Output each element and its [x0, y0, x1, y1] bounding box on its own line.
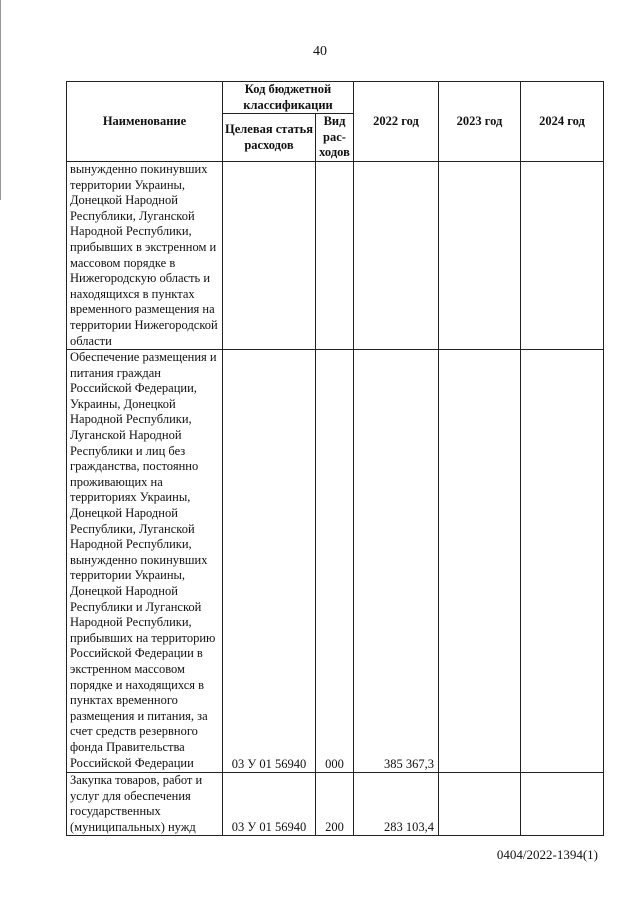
row-type — [316, 161, 354, 349]
row-2024 — [521, 350, 604, 773]
header-expense-type: Вид рас- ходов — [316, 114, 354, 162]
table-row — [67, 161, 604, 349]
row-2022: 385 367,3 — [354, 350, 439, 773]
budget-table — [66, 81, 604, 836]
row-type: 200 — [316, 773, 354, 836]
document-code: 0404/2022-1394(1) — [496, 847, 598, 862]
row-target: 03 У 01 56940 — [223, 350, 316, 773]
header-budget-code: Код бюджетной классификации — [223, 82, 354, 114]
row-name: вынужденно покинувших территории Украины, Донецкой Народной Республики, Луганской Народной Республики, прибывших в экстренном и массовом порядке в Нижегородскую область и находящихся в пунктах временного размещения на территории Нижегородской области — [67, 161, 223, 349]
row-type: 000 — [316, 350, 354, 773]
header-2024: 2024 год — [521, 82, 604, 162]
page-number: 40 — [313, 44, 327, 59]
row-name: Закупка товаров, работ и услуг для обеспечения государственных (муниципальных) нужд — [67, 773, 223, 836]
row-2022: 283 103,4 — [354, 773, 439, 836]
row-2023 — [439, 350, 521, 773]
row-2024 — [521, 773, 604, 836]
header-name: Наименование — [67, 82, 223, 162]
page-edge-line — [0, 0, 9, 200]
header-target-article: Целевая статья расходов — [223, 114, 316, 162]
row-2023 — [439, 161, 521, 349]
row-name: Обеспечение размещения и питания граждан Российской Федерации, Украины, Донецкой Народной Республики, Луганской Народной Республики и лиц без гражданства, постоянно проживающих на территориях Украины, Донецкой Народной Республики, Луганской Народной Республики, вынужденно покинувших территории Украины, Донецкой Народной Республики и Луганской Народной Республики, прибывших на территорию Российской Федерации в экстренном массовом порядке и находящихся в пунктах временного размещения и питания, за счет средств резервного фонда Правительства Российской Федерации — [67, 350, 223, 773]
row-target: 03 У 01 56940 — [223, 773, 316, 836]
row-target — [223, 161, 316, 349]
row-2024 — [521, 161, 604, 349]
table-row — [67, 350, 604, 773]
header-2022: 2022 год — [354, 82, 439, 162]
table-row — [67, 773, 604, 836]
row-2023 — [439, 773, 521, 836]
row-2022 — [354, 161, 439, 349]
header-2023: 2023 год — [439, 82, 521, 162]
